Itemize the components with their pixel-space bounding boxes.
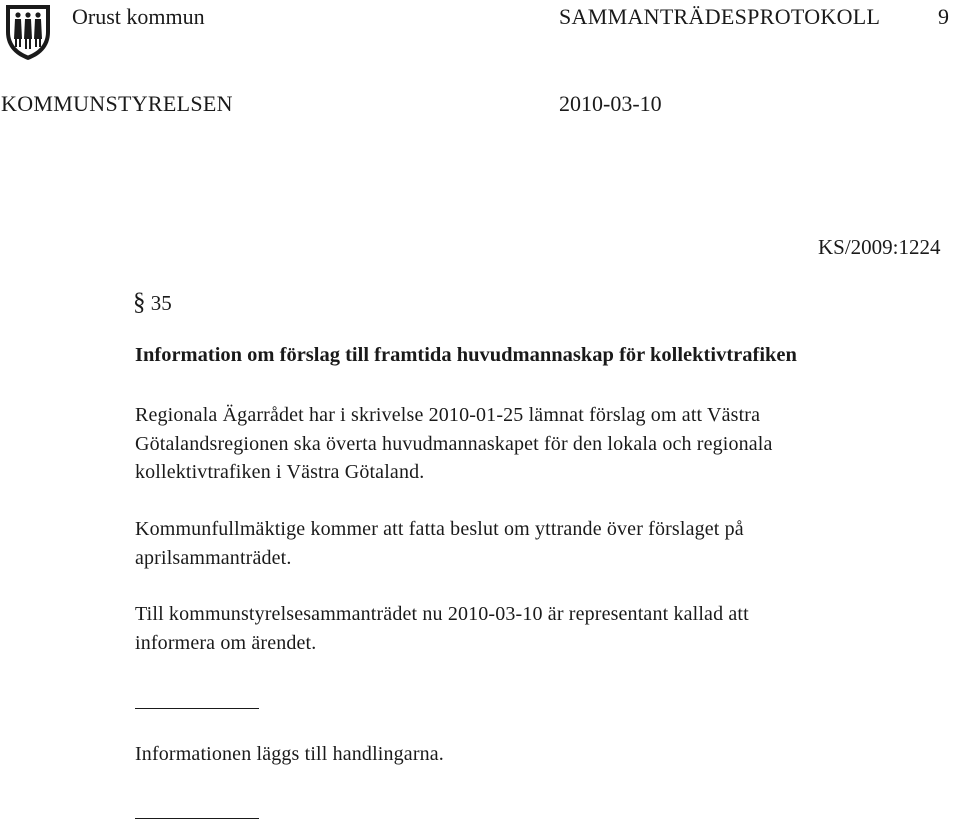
text-line: Till kommunstyrelsesammanträdet nu 2010-03-10 är representant kallad att	[135, 603, 749, 625]
text-line: Götalandsregionen ska överta huvudmannaskapet för den lokala och regionala	[135, 432, 773, 455]
paragraph-number: 35	[150, 291, 172, 315]
body-paragraph-1	[135, 401, 935, 487]
page-number: 9	[938, 4, 949, 29]
meeting-date: 2010-03-10	[559, 91, 662, 116]
section-divider	[135, 818, 259, 819]
decision-text: Informationen läggs till handlingarna.	[135, 743, 444, 765]
decision-paragraph	[135, 740, 935, 769]
text-line: Kommunfullmäktige kommer att fatta beslut om yttrande över förslaget på	[135, 518, 744, 540]
document-type: SAMMANTRÄDESPROTOKOLL	[559, 4, 881, 29]
body-paragraph-2	[135, 515, 935, 572]
board-name: KOMMUNSTYRELSEN	[1, 91, 233, 116]
section-divider	[135, 708, 259, 709]
text-line: Regionala Ägarrådet har i skrivelse 2010-01-25 lämnat förslag om att Västra	[135, 404, 761, 426]
municipal-coat-of-arms-logo	[3, 2, 53, 62]
body-paragraph-3	[135, 600, 935, 657]
text-line: aprilsammanträdet.	[135, 546, 292, 569]
municipality-name: Orust kommun	[72, 4, 205, 29]
paragraph-sign: §	[133, 289, 146, 316]
paragraph-heading	[133, 289, 172, 317]
item-title: Information om förslag till framtida huvudmannaskap för kollektivtrafiken	[135, 344, 797, 366]
text-line: kollektivtrafiken i Västra Götaland.	[135, 461, 425, 483]
text-line: informera om ärendet.	[135, 631, 317, 654]
case-number: KS/2009:1224	[818, 235, 941, 259]
